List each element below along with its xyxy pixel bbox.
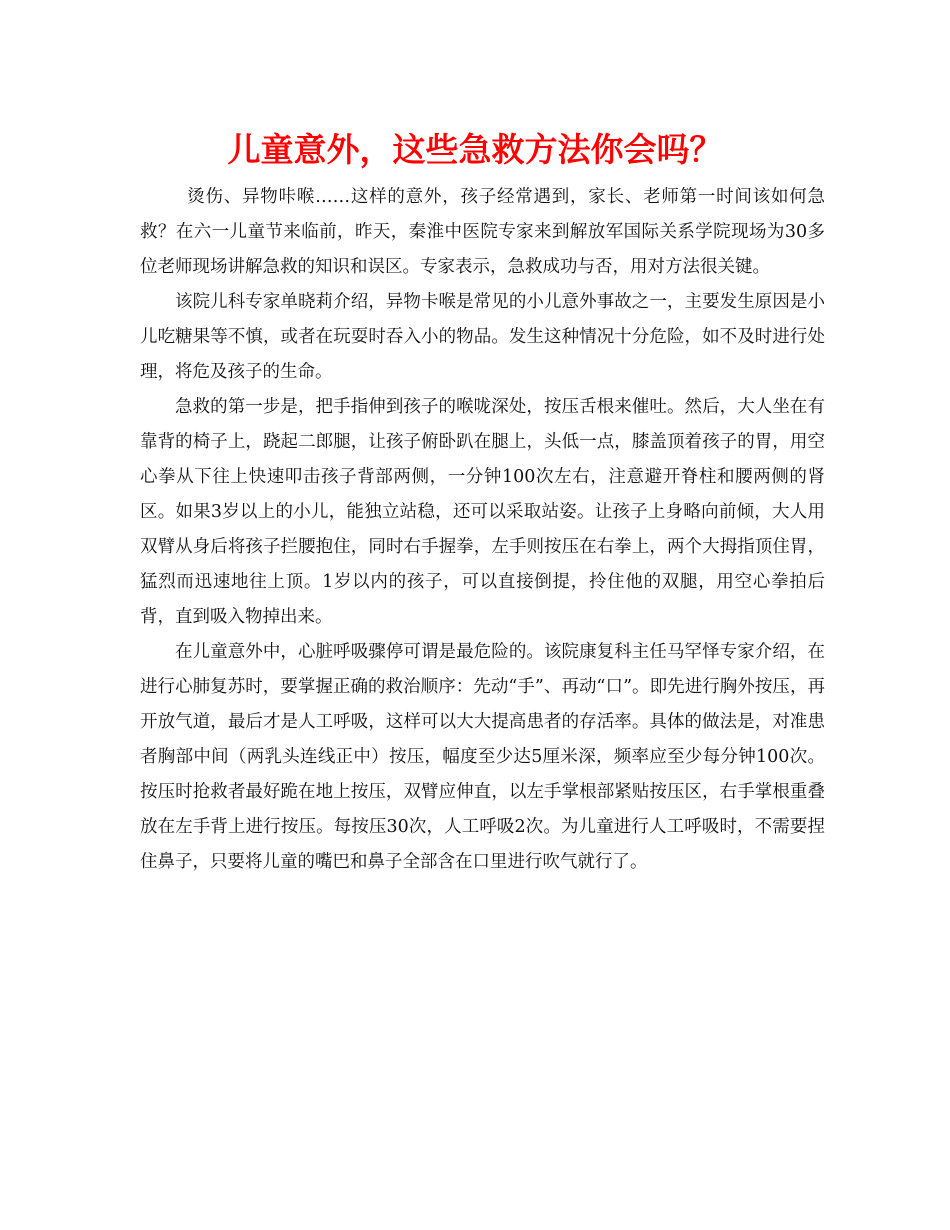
paragraph-foreign-object: 该院儿科专家单晓莉介绍，异物卡喉是常见的小儿意外事故之一，主要发生原因是小儿吃糖果等不慎，或者在玩耍时吞入小的物品。发生这种情况十分危险，如不及时进行处理，将危及孩子的生命。	[140, 292, 825, 382]
paragraph-intro: 烫伤、异物咔喉……这样的意外，孩子经常遇到，家长、老师第一时间该如何急救？在六一儿童节来临前，昨天，秦淮中医院专家来到解放军国际关系学院现场为30多位老师现场讲解急救的知识和误区。专家表示，急救成功与否，用对方法很关键。	[140, 187, 825, 277]
document-body	[140, 180, 825, 880]
document-title: 儿童意外，这些急救方法你会吗？	[227, 130, 723, 169]
paragraph-cpr: 在儿童意外中，心脏呼吸骤停可谓是最危险的。该院康复科主任马罕怿专家介绍，在进行心肺复苏时，要掌握正确的救治顺序：先动“手”、再动“口”。即先进行胸外按压，再开放气道，最后才是人工呼吸，这样可以大大提高患者的存活率。具体的做法是，对准患者胸部中间（两乳头连线正中）按压，幅度至少达5厘米深，频率应至少每分钟100次。按压时抢救者最好跪在地上按压，双臂应伸直，以左手掌根部紧贴按压区，右手掌根重叠放在左手背上进行按压。每按压30次，人工呼吸2次。为儿童进行人工呼吸时，不需要捏住鼻子，只要将儿童的嘴巴和鼻子全部含在口里进行吹气就行了。	[140, 642, 825, 872]
paragraph-first-aid-steps: 急救的第一步是，把手指伸到孩子的喉咙深处，按压舌根来催吐。然后，大人坐在有靠背的椅子上，跷起二郎腿，让孩子俯卧趴在腿上，头低一点，膝盖顶着孩子的胃，用空心拳从下往上快速叩击孩子背部两侧，一分钟100次左右，注意避开脊柱和腰两侧的肾区。如果3岁以上的小儿，能独立站稳，还可以采取站姿。让孩子上身略向前倾，大人用双臂从身后将孩子拦腰抱住，同时右手握拳，左手则按压在右拳上，两个大拇指顶住胃，猛烈而迅速地往上顶。1岁以内的孩子，可以直接倒提，拎住他的双腿，用空心拳拍后背，直到吸入物掉出来。	[140, 397, 825, 627]
